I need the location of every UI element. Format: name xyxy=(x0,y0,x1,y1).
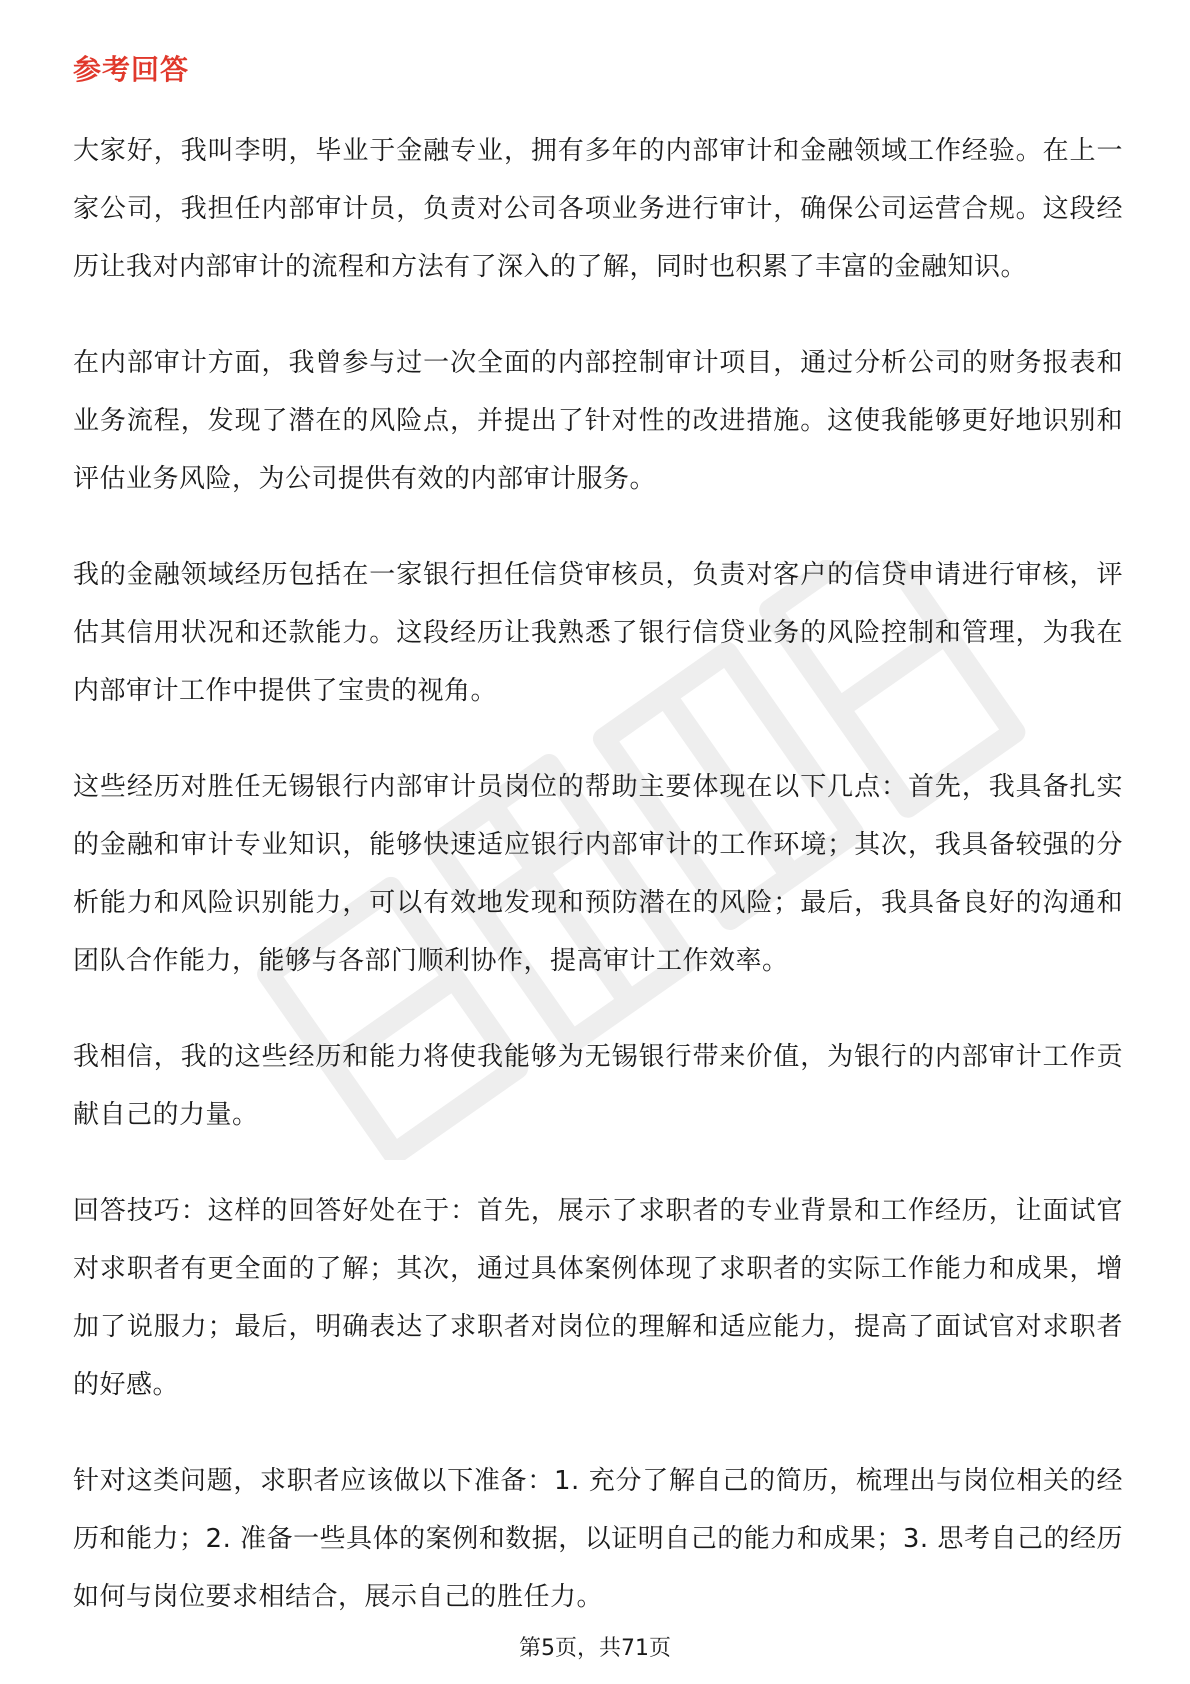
paragraph-finance-experience: 我的金融领域经历包括在一家银行担任信贷审核员，负责对客户的信贷申请进行审核，评估其信用状况和还款能力。这段经历让我熟悉了银行信贷业务的风险控制和管理，为我在内部审计工作中提供了宝贵的视角。 xyxy=(73,560,1123,706)
paragraph-job-fit: 这些经历对胜任无锡银行内部审计员岗位的帮助主要体现在以下几点：首先，我具备扎实的金融和审计专业知识，能够快速适应银行内部审计的工作环境；其次，我具备较强的分析能力和风险识别能力，可以有效地发现和预防潜在的风险；最后，我具备良好的沟通和团队合作能力，能够与各部门顺利协作，提高审计工作效率。 xyxy=(73,772,1123,976)
paragraph-audit-experience: 在内部审计方面，我曾参与过一次全面的内部控制审计项目，通过分析公司的财务报表和业务流程，发现了潜在的风险点，并提出了针对性的改进措施。这使我能够更好地识别和评估业务风险，为公司提供有效的内部审计服务。 xyxy=(73,348,1123,494)
paragraph-intro: 大家好，我叫李明，毕业于金融专业，拥有多年的内部审计和金融领域工作经验。在上一家公司，我担任内部审计员，负责对公司各项业务进行审计，确保公司运营合规。这段经历让我对内部审计的流程和方法有了深入的了解，同时也积累了丰富的金融知识。 xyxy=(73,136,1123,282)
paragraph-answer-tips: 回答技巧：这样的回答好处在于：首先，展示了求职者的专业背景和工作经历，让面试官对求职者有更全面的了解；其次，通过具体案例体现了求职者的实际工作能力和成果，增加了说服力；最后，明确表达了求职者对岗位的理解和适应能力，提高了面试官对求职者的好感。 xyxy=(73,1196,1123,1400)
paragraph-conclusion: 我相信，我的这些经历和能力将使我能够为无锡银行带来价值，为银行的内部审计工作贡献自己的力量。 xyxy=(73,1042,1123,1130)
page-number: 第5页，共71页 xyxy=(519,1636,671,1661)
paragraph-preparation: 针对这类问题，求职者应该做以下准备：1. 充分了解自己的简历，梳理出与岗位相关的经历和能力；2. 准备一些具体的案例和数据，以证明自己的能力和成果；3. 思考自己的经历如何与岗位要求相结合，展示自己的胜任力。 xyxy=(73,1466,1123,1612)
answer-body xyxy=(73,122,1123,1664)
answer-heading: 参考回答 xyxy=(73,53,190,86)
